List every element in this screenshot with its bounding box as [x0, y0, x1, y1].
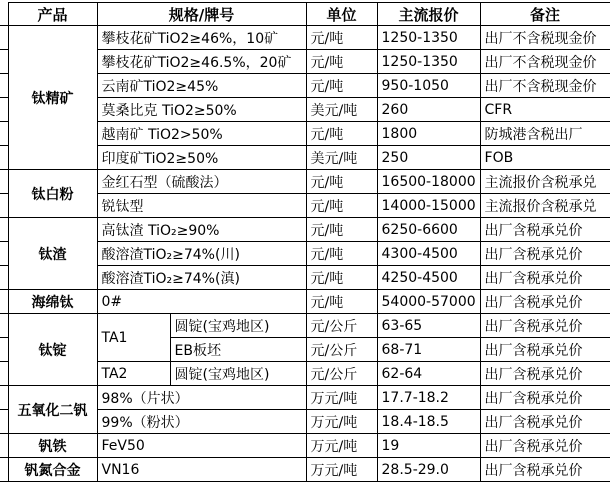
left-strip-cell: [0, 338, 8, 362]
unit-cell: 元/吨: [306, 122, 377, 146]
spec-cell: 莫桑比克 TiO2≥50%: [97, 98, 306, 122]
note-cell: 出厂含税承兑价: [480, 218, 610, 242]
price-cell: 250: [377, 146, 480, 170]
spec-cell: 金红石型（硫酸法）: [97, 170, 306, 194]
unit-cell: 万元/吨: [306, 386, 377, 410]
unit-cell: 万元/吨: [306, 434, 377, 458]
unit-cell: 美元/吨: [306, 146, 377, 170]
price-table: [0, 2, 610, 482]
price-cell: 4300-4500: [377, 242, 480, 266]
unit-cell: 元/吨: [306, 218, 377, 242]
note-cell: 出厂含税承兑价: [480, 242, 610, 266]
table-row: [0, 434, 610, 458]
note-cell: 出厂不含税现金价: [480, 50, 610, 74]
header-cell-product: 产品: [8, 3, 97, 26]
table-row: [0, 170, 610, 194]
left-strip-cell: [0, 290, 8, 314]
left-strip-cell: [0, 194, 8, 218]
price-cell: 17.7-18.2: [377, 386, 480, 410]
price-cell: 950-1050: [377, 74, 480, 98]
price-cell: 1800: [377, 122, 480, 146]
left-strip-cell: [0, 386, 8, 410]
note-cell: 出厂含税承兑价: [480, 266, 610, 290]
spec-cell: 锐钛型: [97, 194, 306, 218]
spec-grade-cell: TA1: [97, 314, 170, 362]
spec-cell: 云南矿TiO2≥45%: [97, 74, 306, 98]
spec-shape-cell: 圆锭(宝鸡地区): [170, 362, 306, 386]
price-cell: 63-65: [377, 314, 480, 338]
price-cell: 6250-6600: [377, 218, 480, 242]
left-strip-cell: [0, 314, 8, 338]
note-cell: CFR: [480, 98, 610, 122]
unit-cell: 元/吨: [306, 266, 377, 290]
unit-cell: 元/吨: [306, 242, 377, 266]
product-cell: 钛锭: [8, 314, 97, 386]
table-row: [0, 314, 610, 338]
spec-cell: 98%（片状）: [97, 386, 306, 410]
spec-cell: 0#: [97, 290, 306, 314]
unit-cell: 元/吨: [306, 290, 377, 314]
unit-cell: 元/公斤: [306, 362, 377, 386]
left-strip-cell: [0, 242, 8, 266]
price-cell: 19: [377, 434, 480, 458]
price-cell: 14000-15000: [377, 194, 480, 218]
note-cell: FOB: [480, 146, 610, 170]
commodity-price-page: [0, 2, 610, 485]
spec-cell: VN16: [97, 458, 306, 482]
unit-cell: 元/吨: [306, 194, 377, 218]
left-strip-header-cell: [0, 3, 8, 26]
table-row: [0, 218, 610, 242]
left-strip-cell: [0, 122, 8, 146]
note-cell: 出厂含税承兑价: [480, 386, 610, 410]
note-cell: 主流报价含税承兑: [480, 170, 610, 194]
price-cell: 1250-1350: [377, 26, 480, 50]
note-cell: 出厂不含税现金价: [480, 74, 610, 98]
spec-shape-cell: EB板坯: [170, 338, 306, 362]
left-strip-cell: [0, 146, 8, 170]
price-cell: 260: [377, 98, 480, 122]
left-strip-cell: [0, 362, 8, 386]
note-cell: 出厂含税承兑价: [480, 458, 610, 482]
left-strip-cell: [0, 74, 8, 98]
left-strip-cell: [0, 50, 8, 74]
price-cell: 4250-4500: [377, 266, 480, 290]
table-row: [0, 386, 610, 410]
spec-cell: 印度矿TiO2≥50%: [97, 146, 306, 170]
product-cell: 五氧化二钒: [8, 386, 97, 434]
note-cell: 出厂含税承兑价: [480, 410, 610, 434]
table-row: [0, 26, 610, 50]
spec-cell: 酸溶渣TiO₂≥74%(滇): [97, 266, 306, 290]
unit-cell: 元/公斤: [306, 314, 377, 338]
left-strip-cell: [0, 434, 8, 458]
left-strip-cell: [0, 458, 8, 482]
product-cell: 钛白粉: [8, 170, 97, 218]
product-cell: 海绵钛: [8, 290, 97, 314]
note-cell: 出厂不含税现金价: [480, 26, 610, 50]
left-strip-cell: [0, 218, 8, 242]
unit-cell: 元/吨: [306, 74, 377, 98]
unit-cell: 美元/吨: [306, 98, 377, 122]
left-strip-cell: [0, 98, 8, 122]
unit-cell: 元/吨: [306, 26, 377, 50]
header-cell-unit: 单位: [306, 3, 377, 26]
product-cell: 钒铁: [8, 434, 97, 458]
price-cell: 18.4-18.5: [377, 410, 480, 434]
note-cell: 防城港含税出厂: [480, 122, 610, 146]
table-row: [0, 290, 610, 314]
spec-cell: 越南矿 TiO2>50%: [97, 122, 306, 146]
table-row: [0, 458, 610, 482]
spec-shape-cell: 圆锭(宝鸡地区): [170, 314, 306, 338]
price-cell: 1250-1350: [377, 50, 480, 74]
note-cell: 出厂含税承兑价: [480, 434, 610, 458]
spec-grade-cell: TA2: [97, 362, 170, 386]
header-cell-spec: 规格/牌号: [97, 3, 306, 26]
price-cell: 68-71: [377, 338, 480, 362]
note-cell: 主流报价含税承兑: [480, 194, 610, 218]
left-strip-cell: [0, 410, 8, 434]
unit-cell: 元/吨: [306, 50, 377, 74]
spec-cell: 99%（粉状）: [97, 410, 306, 434]
unit-cell: 元/吨: [306, 170, 377, 194]
header-cell-price: 主流报价: [377, 3, 480, 26]
price-cell: 62-64: [377, 362, 480, 386]
spec-cell: FeV50: [97, 434, 306, 458]
price-table-body: [0, 26, 610, 482]
product-cell: 钛渣: [8, 218, 97, 290]
product-cell: 钒氮合金: [8, 458, 97, 482]
note-cell: 出厂含税承兑价: [480, 362, 610, 386]
unit-cell: 万元/吨: [306, 458, 377, 482]
left-strip-cell: [0, 266, 8, 290]
price-cell: 16500-18000: [377, 170, 480, 194]
spec-cell: 攀枝花矿TiO2≥46%，10矿: [97, 26, 306, 50]
price-cell: 28.5-29.0: [377, 458, 480, 482]
unit-cell: 万元/吨: [306, 410, 377, 434]
left-strip-cell: [0, 26, 8, 50]
price-cell: 54000-57000: [377, 290, 480, 314]
spec-cell: 高钛渣 TiO₂≥90%: [97, 218, 306, 242]
note-cell: 出厂含税承兑价: [480, 338, 610, 362]
header-cell-note: 备注: [480, 3, 610, 26]
header-row: [0, 3, 610, 26]
note-cell: 出厂含税承兑价: [480, 314, 610, 338]
spec-cell: 酸溶渣TiO₂≥74%(川): [97, 242, 306, 266]
unit-cell: 元/公斤: [306, 338, 377, 362]
spec-cell: 攀枝花矿TiO2≥46.5%，20矿: [97, 50, 306, 74]
left-strip-cell: [0, 170, 8, 194]
note-cell: 出厂含税承兑价: [480, 290, 610, 314]
product-cell: 钛精矿: [8, 26, 97, 170]
